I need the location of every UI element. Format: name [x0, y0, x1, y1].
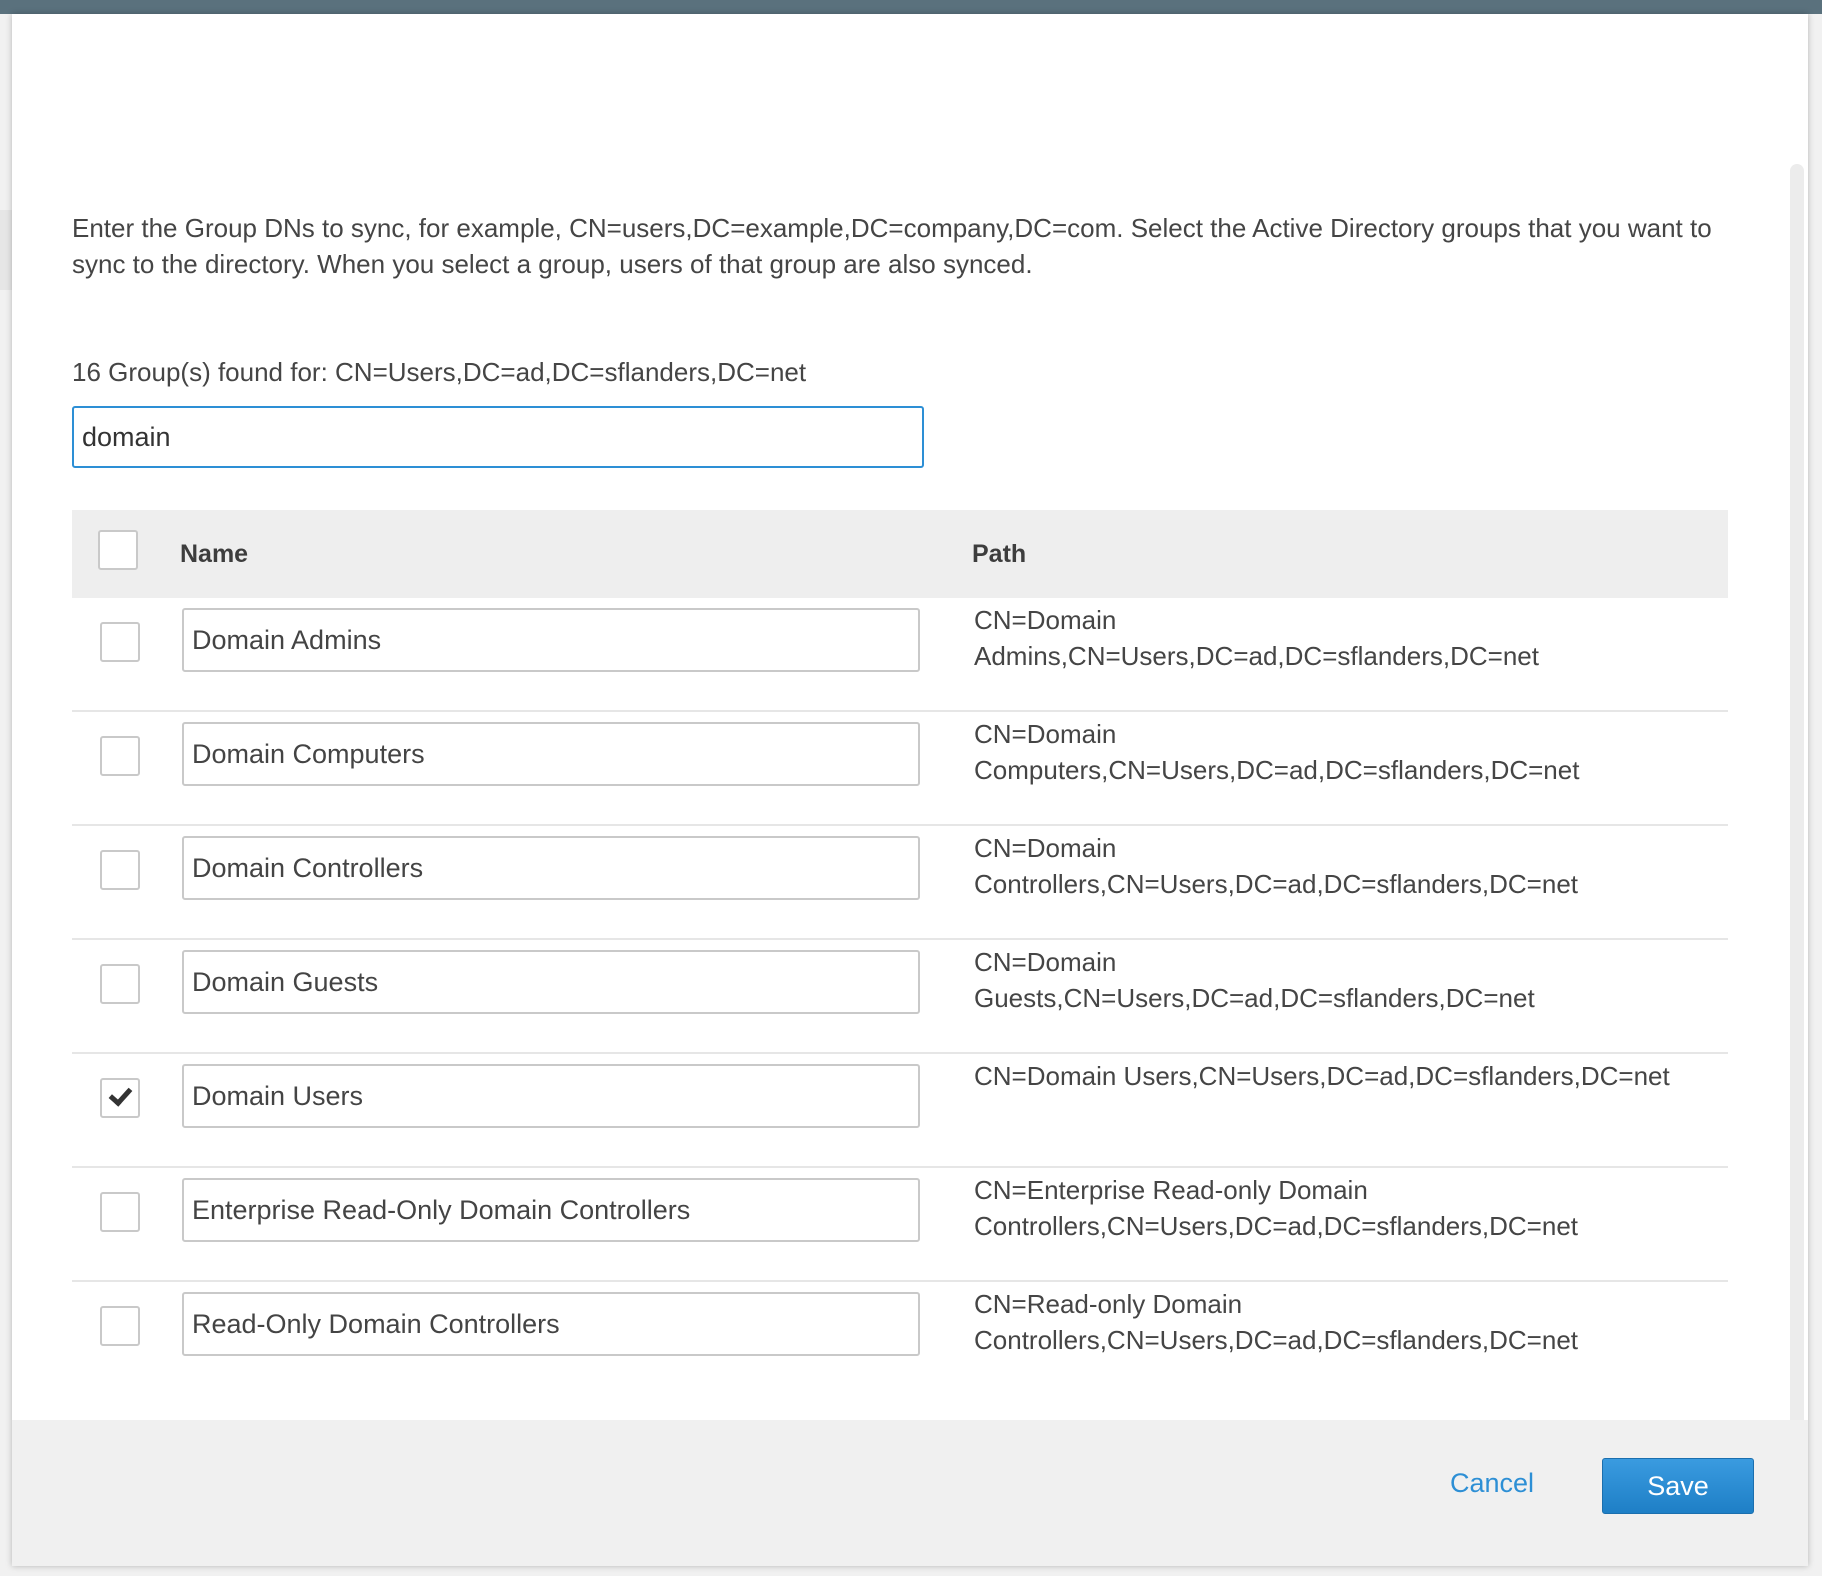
table-row	[72, 1168, 1728, 1282]
group-path: CN=Domain Users,CN=Users,DC=ad,DC=sflanders,DC=net	[974, 1061, 1670, 1091]
sync-groups-dialog	[12, 14, 1808, 1566]
column-header-path: Path	[972, 540, 1027, 568]
group-name-field[interactable]	[182, 1292, 920, 1356]
groups-found-label: 16 Group(s) found for: CN=Users,DC=ad,DC=sflanders,DC=net	[72, 357, 807, 387]
dialog-footer	[12, 1420, 1808, 1566]
group-path: CN=Domain Admins,CN=Users,DC=ad,DC=sflanders,DC=net	[974, 605, 1539, 671]
row-checkbox[interactable]	[100, 850, 140, 890]
table-row	[72, 1282, 1728, 1396]
table-header	[72, 510, 1728, 598]
row-checkbox[interactable]	[100, 736, 140, 776]
table-row	[72, 826, 1728, 940]
group-name-field[interactable]	[182, 836, 920, 900]
row-checkbox-checked[interactable]	[100, 1078, 140, 1118]
column-header-name: Name	[180, 540, 249, 568]
dialog-description: Enter the Group DNs to sync, for example, CN=users,DC=example,DC=company,DC=com. Select the Active Directory groups that you want to sync to the directory. When you select a group, users of that group are also synced.	[72, 213, 1712, 279]
group-name-field[interactable]	[182, 722, 920, 786]
group-path: CN=Enterprise Read-only Domain Controllers,CN=Users,DC=ad,DC=sflanders,DC=net	[974, 1175, 1579, 1241]
groups-table	[72, 510, 1728, 1396]
background-panel	[0, 210, 12, 290]
checkmark-icon	[109, 1082, 133, 1106]
group-name-field[interactable]	[182, 1064, 920, 1128]
cancel-button[interactable]: Cancel	[1449, 1468, 1534, 1498]
group-search-input[interactable]	[72, 406, 924, 468]
row-checkbox[interactable]	[100, 964, 140, 1004]
table-row	[72, 598, 1728, 712]
row-checkbox[interactable]	[100, 1306, 140, 1346]
top-bar	[0, 0, 1822, 14]
row-checkbox[interactable]	[100, 1192, 140, 1232]
row-checkbox[interactable]	[100, 622, 140, 662]
group-name-field[interactable]	[182, 1178, 920, 1242]
group-path: CN=Domain Guests,CN=Users,DC=ad,DC=sflanders,DC=net	[974, 947, 1535, 1013]
group-name-field[interactable]	[182, 950, 920, 1014]
table-row	[72, 940, 1728, 1054]
scrollbar[interactable]	[1790, 164, 1804, 1429]
group-path: CN=Domain Controllers,CN=Users,DC=ad,DC=sflanders,DC=net	[974, 833, 1579, 899]
table-row	[72, 1054, 1728, 1168]
group-name-field[interactable]	[182, 608, 920, 672]
table-row	[72, 712, 1728, 826]
group-path: CN=Read-only Domain Controllers,CN=Users,DC=ad,DC=sflanders,DC=net	[974, 1289, 1579, 1355]
save-button[interactable]: Save	[1602, 1458, 1754, 1514]
select-all-checkbox[interactable]	[98, 530, 138, 570]
group-path: CN=Domain Computers,CN=Users,DC=ad,DC=sflanders,DC=net	[974, 719, 1580, 785]
